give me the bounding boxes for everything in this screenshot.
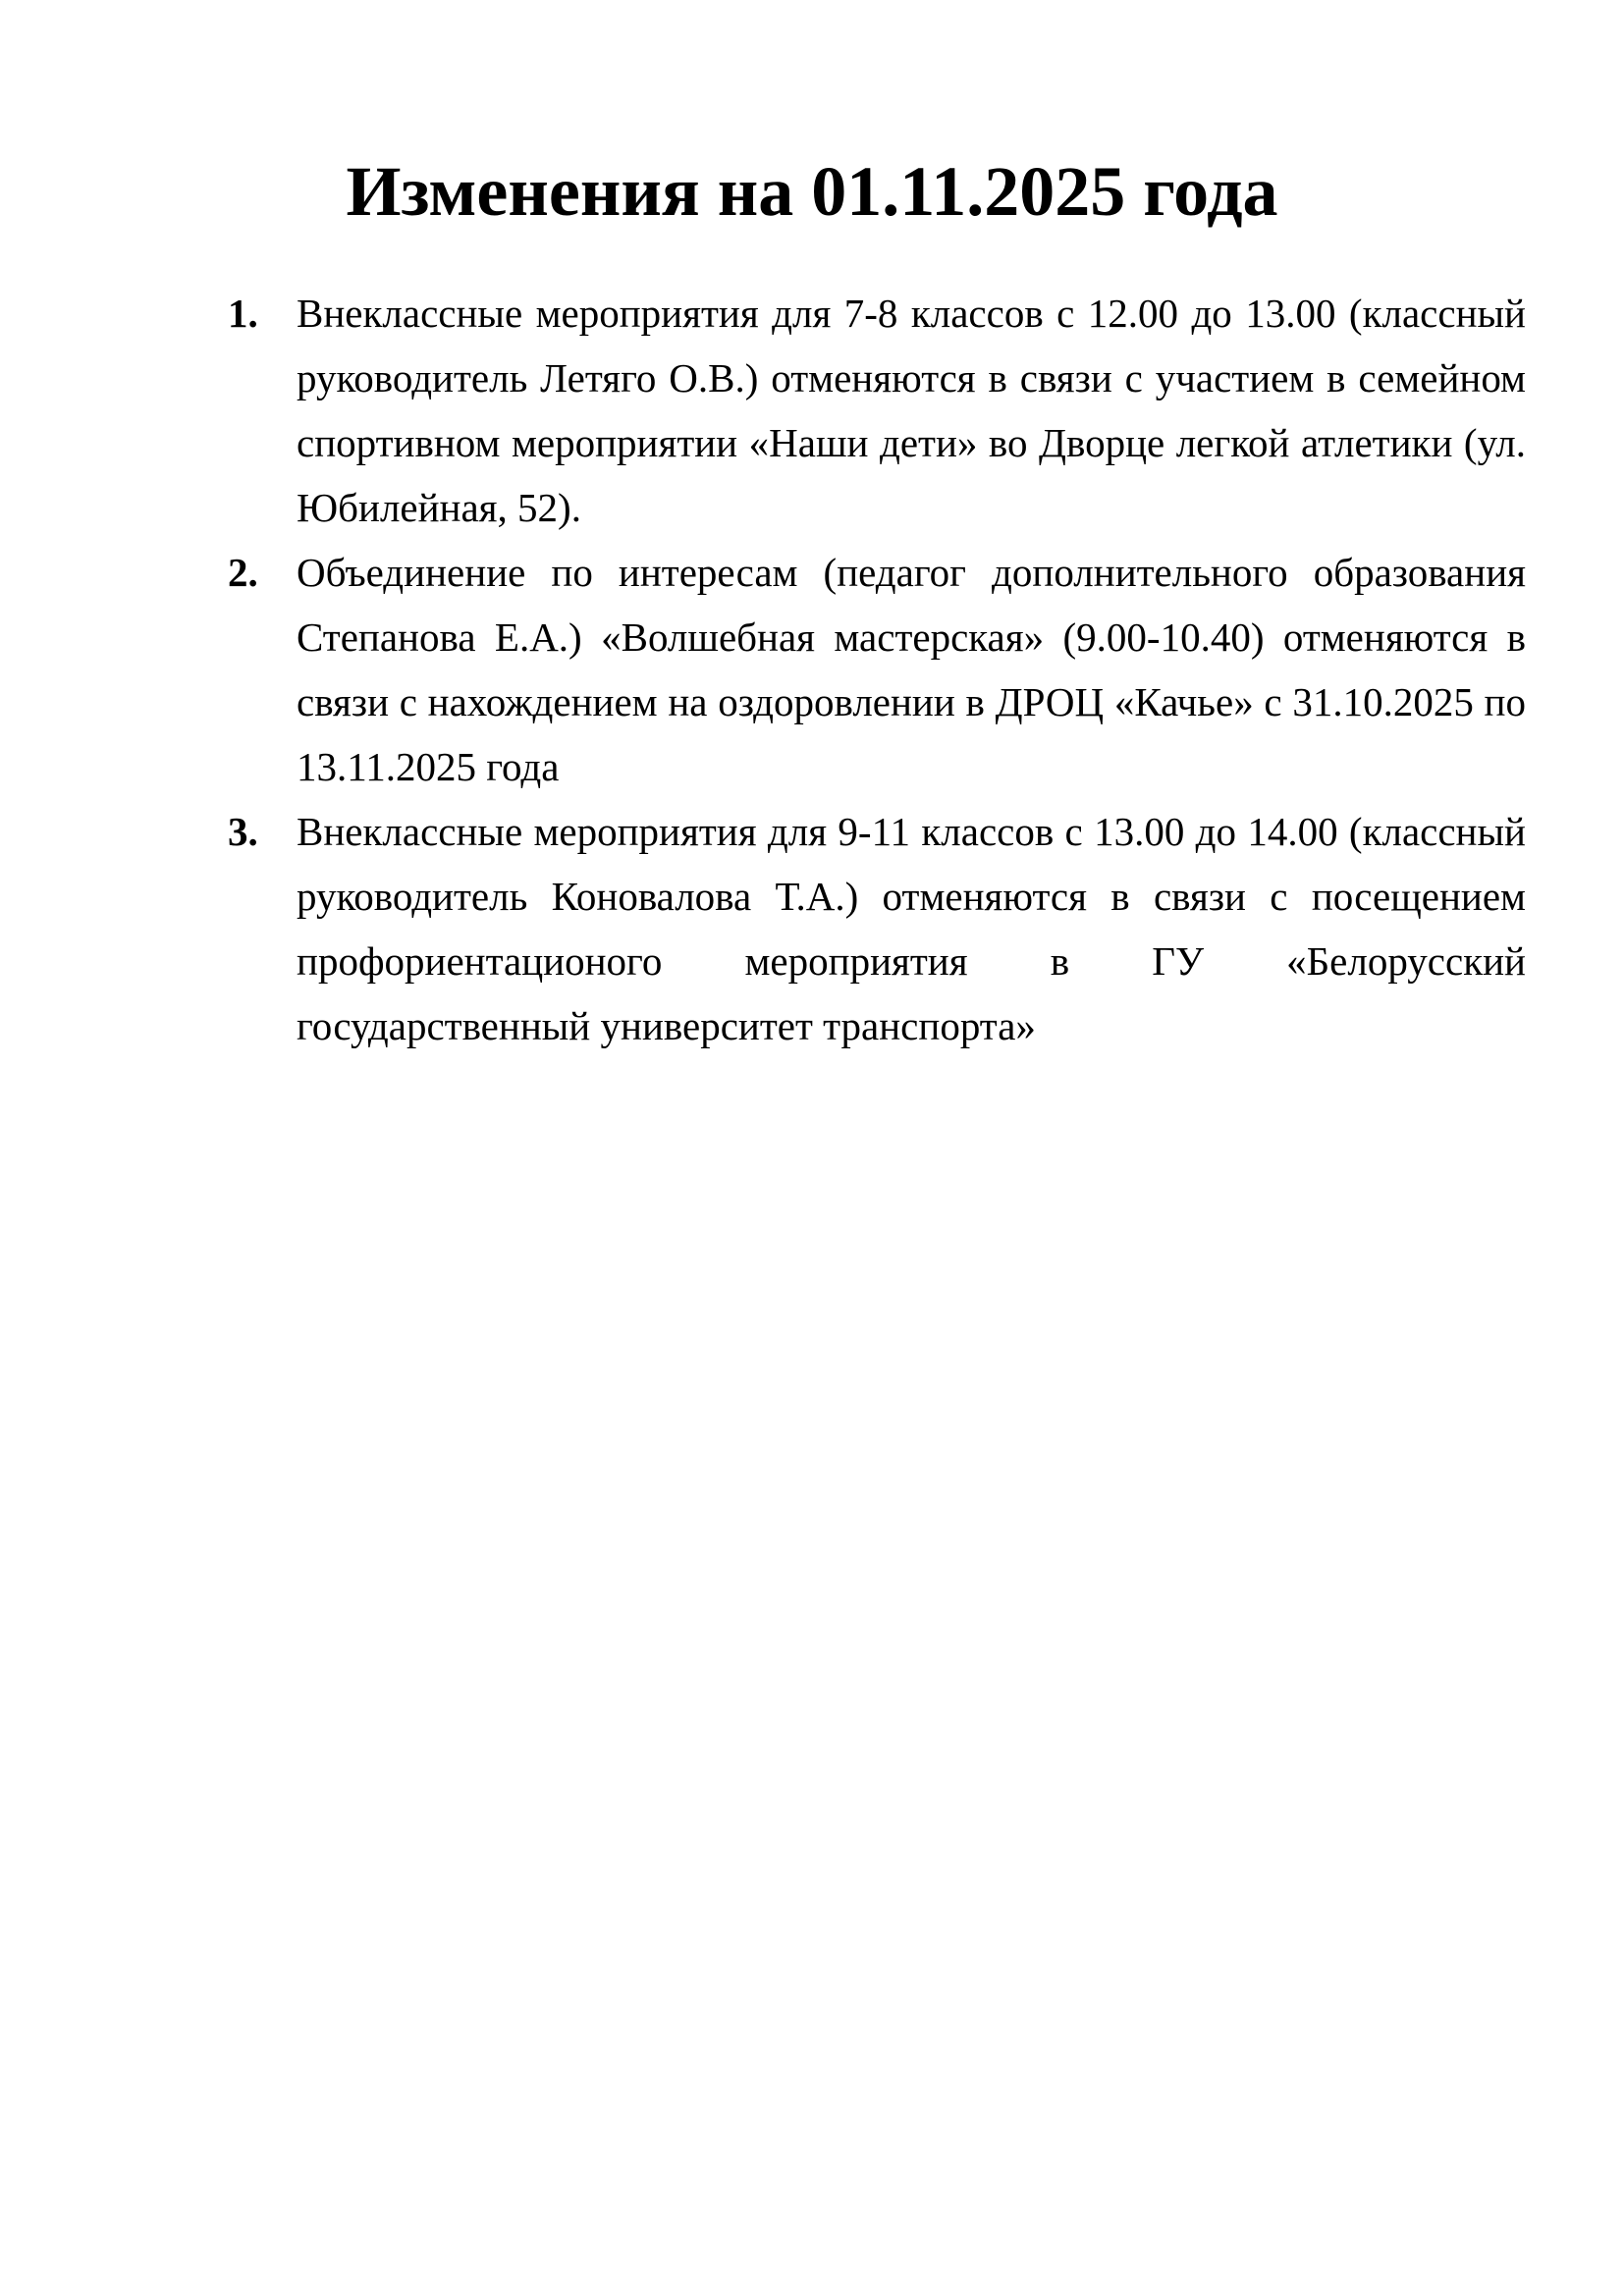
list-item <box>228 540 1526 799</box>
list-item-text: Внеклассные мероприятия для 7-8 классов с 12.00 до 13.00 (классный руководитель Летяго О.В.) отменяются в связи с участием в семейном спортивном мероприятии «Наши дети» во Дворце легкой атлетики (ул. Юбилейная, 52). <box>297 291 1526 530</box>
list-item-number: 1. <box>228 291 258 336</box>
list-item <box>228 281 1526 540</box>
list-item <box>228 799 1526 1058</box>
document-title: Изменения на 01.11.2025 года <box>346 152 1278 231</box>
list-item-text: Внеклассные мероприятия для 9-11 классов с 13.00 до 14.00 (классный руководитель Коновалова Т.А.) отменяются в связи с посещением профориентационого мероприятия в ГУ «Белорусский государственный университет транспорта» <box>297 809 1526 1048</box>
list-item-number: 3. <box>228 809 258 854</box>
changes-list <box>228 281 1526 1058</box>
list-item-number: 2. <box>228 550 258 595</box>
list-item-text: Объединение по интересам (педагог дополнительного образования Степанова Е.А.) «Волшебная мастерская» (9.00-10.40) отменяются в связи с нахождением на оздоровлении в ДРОЦ «Качье» с 31.10.2025 по 13.11.2025 года <box>297 550 1526 789</box>
